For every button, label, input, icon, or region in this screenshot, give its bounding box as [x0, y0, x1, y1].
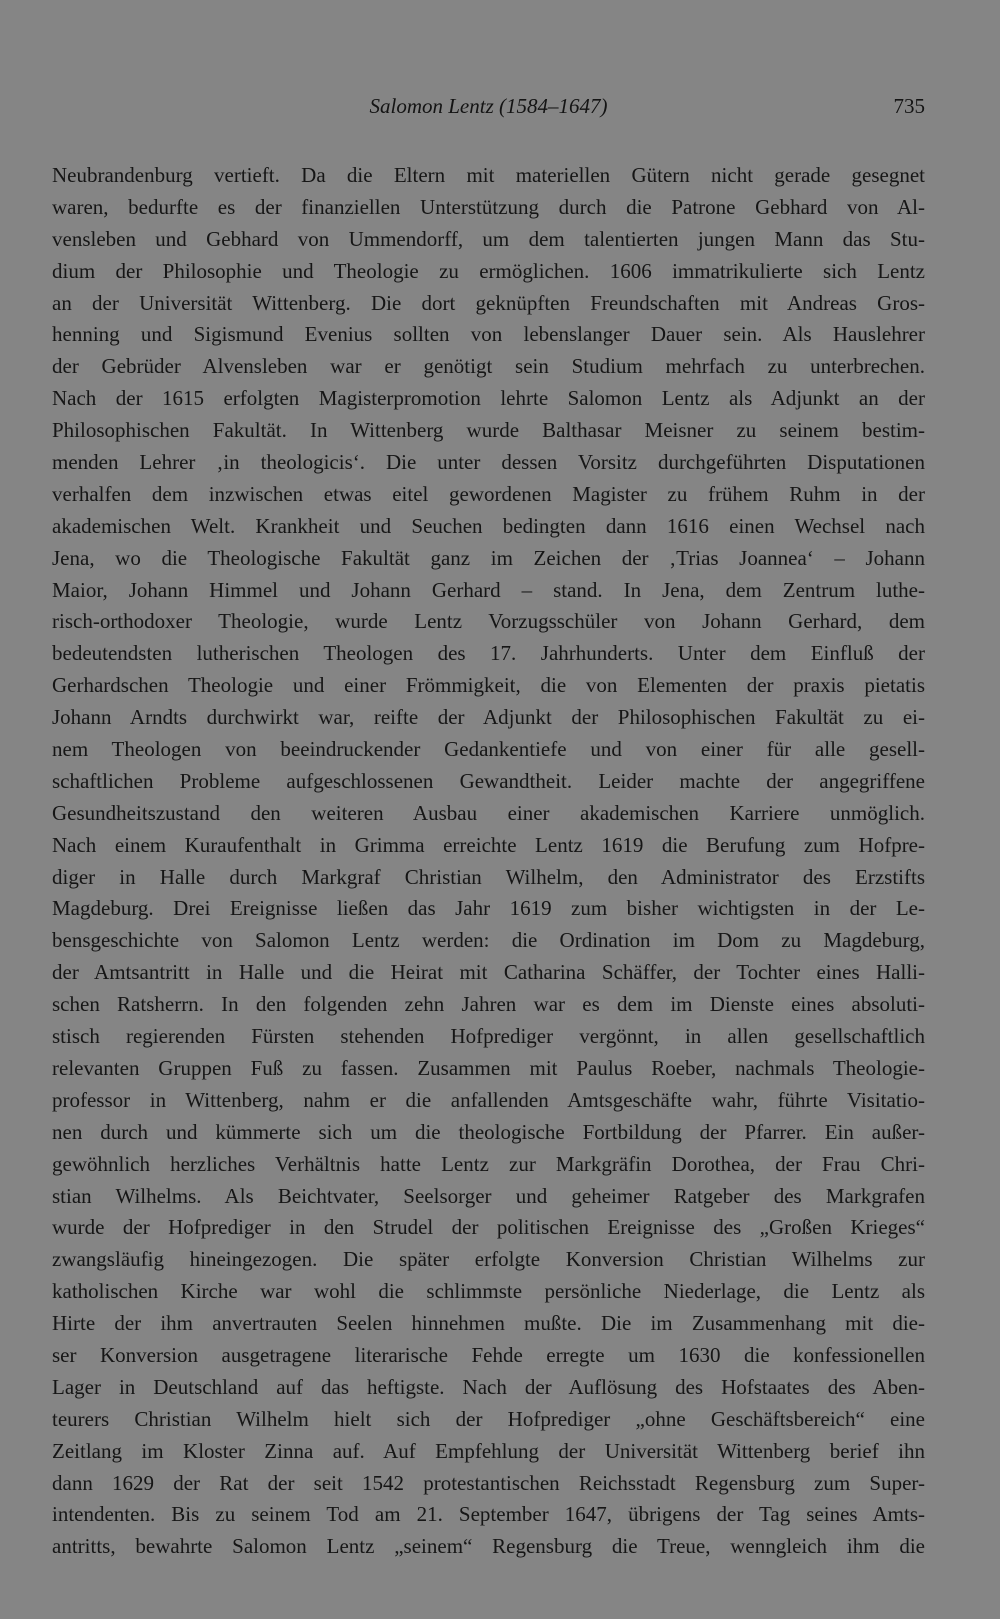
text-line: Nach der 1615 erfolgten Magisterpromotion lehrte Salomon Lentz als Adjunkt an der	[52, 386, 925, 411]
text-line: Nach einem Kuraufenthalt in Grimma erreichte Lentz 1619 die Berufung zum Hofpre-	[52, 832, 925, 857]
text-line: teurers Christian Wilhelm hielt sich der Hofprediger „ohne Geschäftsbereich“ eine	[52, 1406, 925, 1431]
text-line: der Amtsantritt in Halle und die Heirat mit Catharina Schäffer, der Tochter eines Halli-	[52, 960, 925, 985]
text-line: nen durch und kümmerte sich um die theologische Fortbildung der Pfarrer. Ein außer-	[52, 1119, 925, 1144]
text-line: dann 1629 der Rat der seit 1542 protestantischen Reichsstadt Regensburg zum Super-	[52, 1470, 925, 1495]
text-line: waren, bedurfte es der finanziellen Unterstützung durch die Patrone Gebhard von Al-	[52, 194, 925, 219]
running-title: Salomon Lentz (1584–1647)	[369, 94, 608, 118]
text-line: antritts, bewahrte Salomon Lentz „seinem“ Regensburg die Treue, wenngleich ihm die	[52, 1534, 925, 1559]
text-line: Johann Arndts durchwirkt war, reifte der Adjunkt der Philosophischen Fakultät zu ei-	[52, 705, 925, 730]
text-line: ser Konversion ausgetragene literarische Fehde erregte um 1630 die konfessionellen	[52, 1342, 925, 1367]
text-line: schaftlichen Probleme aufgeschlossenen Gewandtheit. Leider machte der angegriffene	[52, 768, 925, 793]
text-line: Maior, Johann Himmel und Johann Gerhard – stand. In Jena, dem Zentrum luthe-	[52, 577, 925, 602]
text-line: akademischen Welt. Krankheit und Seuchen bedingten dann 1616 einen Wechsel nach	[52, 513, 925, 538]
text-line: schen Ratsherrn. In den folgenden zehn Jahren war es dem im Dienste eines absoluti-	[52, 992, 925, 1017]
text-line: stian Wilhelms. Als Beichtvater, Seelsorger und geheimer Ratgeber des Markgrafen	[52, 1183, 925, 1208]
text-line: an der Universität Wittenberg. Die dort geknüpften Freundschaften mit Andreas Gros-	[52, 290, 925, 315]
text-line: intendenten. Bis zu seinem Tod am 21. September 1647, übrigens der Tag seines Amts-	[52, 1502, 925, 1527]
text-line: Magdeburg. Drei Ereignisse ließen das Jahr 1619 zum bisher wichtigsten in der Le-	[52, 896, 925, 921]
text-line: relevanten Gruppen Fuß zu fassen. Zusammen mit Paulus Roeber, nachmals Theologie-	[52, 1055, 925, 1080]
text-line: bensgeschichte von Salomon Lentz werden: die Ordination im Dom zu Magdeburg,	[52, 928, 925, 953]
text-line: stisch regierenden Fürsten stehenden Hofprediger vergönnt, in allen gesellschaftlich	[52, 1024, 925, 1049]
text-line: gewöhnlich herzliches Verhältnis hatte Lentz zur Markgräfin Dorothea, der Frau Chri-	[52, 1151, 925, 1176]
text-line: wurde der Hofprediger in den Strudel der politischen Ereignisse des „Großen Krieges“	[52, 1215, 925, 1240]
text-line: verhalfen dem inzwischen etwas eitel gewordenen Magister zu frühem Ruhm in der	[52, 481, 925, 506]
text-line: Jena, wo die Theologische Fakultät ganz im Zeichen der ‚Trias Joannea‘ – Johann	[52, 545, 925, 570]
text-line: professor in Wittenberg, nahm er die anfallenden Amtsgeschäfte wahr, führte Visitatio-	[52, 1087, 925, 1112]
text-line: dium der Philosophie und Theologie zu ermöglichen. 1606 immatrikulierte sich Lentz	[52, 258, 925, 283]
text-line: diger in Halle durch Markgraf Christian Wilhelm, den Administrator des Erzstifts	[52, 864, 925, 889]
body-text	[52, 160, 925, 1563]
text-line: henning und Sigismund Evenius sollten von lebenslanger Dauer sein. Als Hauslehrer	[52, 322, 925, 347]
text-line: vensleben und Gebhard von Ummendorff, um dem talentierten jungen Mann das Stu-	[52, 226, 925, 251]
running-head	[52, 90, 925, 124]
text-line: Philosophischen Fakultät. In Wittenberg wurde Balthasar Meisner zu seinem bestim-	[52, 418, 925, 443]
text-line: Lager in Deutschland auf das heftigste. Nach der Auflösung des Hofstaates des Aben-	[52, 1374, 925, 1399]
text-line: katholischen Kirche war wohl die schlimmste persönliche Niederlage, die Lentz als	[52, 1279, 925, 1304]
text-line: Gesundheitszustand den weiteren Ausbau einer akademischen Karriere unmöglich.	[52, 800, 925, 825]
text-line: Zeitlang im Kloster Zinna auf. Auf Empfehlung der Universität Wittenberg berief ihn	[52, 1438, 925, 1463]
text-line: Hirte der ihm anvertrauten Seelen hinnehmen mußte. Die im Zusammenhang mit die-	[52, 1311, 925, 1336]
text-line: Neubrandenburg vertieft. Da die Eltern mit materiellen Gütern nicht gerade gesegnet	[52, 163, 925, 187]
text-line: der Gebrüder Alvensleben war er genötigt sein Studium mehrfach zu unterbrechen.	[52, 354, 925, 379]
text-line: zwangsläufig hineingezogen. Die später erfolgte Konversion Christian Wilhelms zur	[52, 1247, 925, 1272]
text-line: Gerhardschen Theologie und einer Frömmigkeit, die von Elementen der praxis pietatis	[52, 673, 925, 698]
text-line: bedeutendsten lutherischen Theologen des 17. Jahrhunderts. Unter dem Einfluß der	[52, 641, 925, 666]
page-number: 735	[893, 94, 925, 118]
text-line: menden Lehrer ‚in theologicis‘. Die unter dessen Vorsitz durchgeführten Disputationen	[52, 450, 925, 475]
text-line: risch-orthodoxer Theologie, wurde Lentz Vorzugsschüler von Johann Gerhard, dem	[52, 609, 925, 634]
text-line: nem Theologen von beeindruckender Gedankentiefe und von einer für alle gesell-	[52, 737, 925, 762]
